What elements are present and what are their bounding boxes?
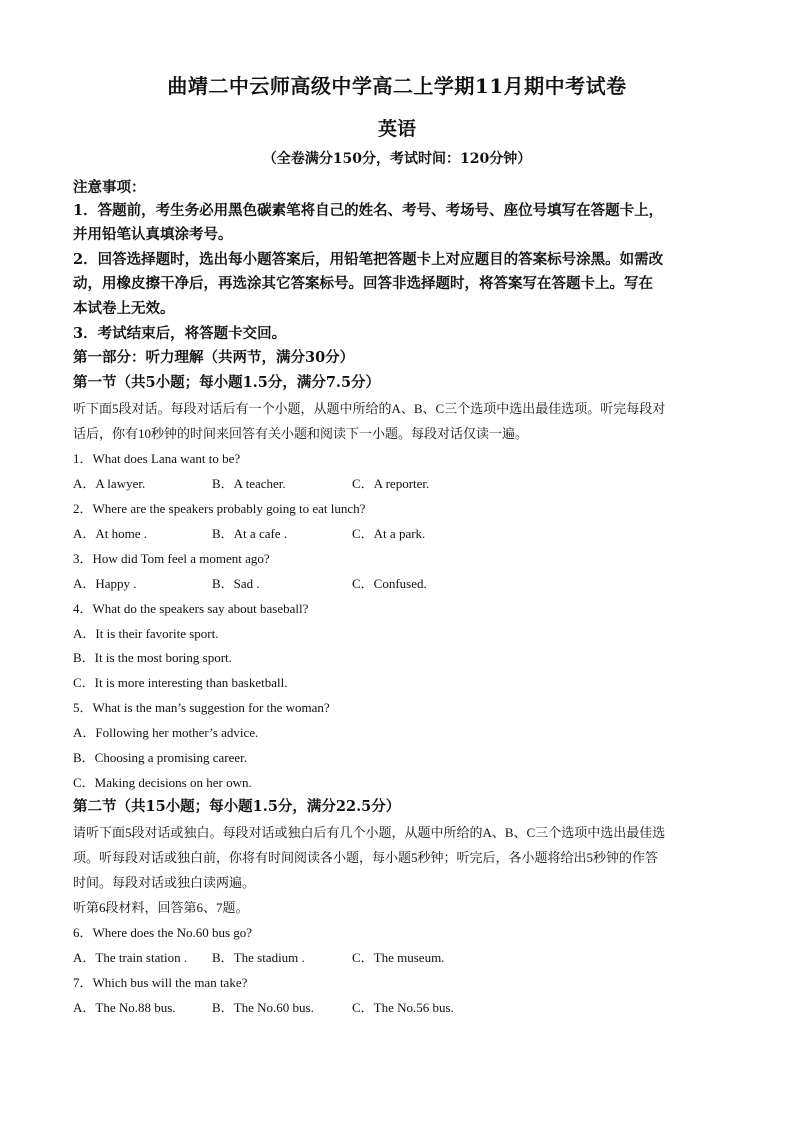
section2-instruction-b: 项。听每段对话或独白前，你将有时间阅读各小题，每小题5秒钟；听完后，各小题将给出5秒钟的作答 (73, 850, 659, 865)
section1-heading: 第一节（共5小题；每小题1.5分，满分7.5分） (73, 374, 381, 391)
question-3-option-b: B．Sad . (212, 576, 260, 591)
question-2-option-a: A．At home . (73, 526, 148, 541)
exam-subject: 英语 (377, 118, 416, 140)
question-3-option-c: C．Confused. (352, 576, 427, 591)
note-item-2b: 动，用橡皮擦干净后，再选涂其它答案标号。回答非选择题时，将答案写在答题卡上。写在 (73, 275, 653, 292)
note-item-1a: 1．答题前，考生务必用黑色碳素笔将自己的姓名、考号、考场号、座位号填写在答题卡上， (73, 202, 664, 219)
exam-title: 曲靖二中云师高级中学高二上学期11月期中考试卷 (167, 74, 627, 98)
question-1-stem: 1．What does Lana want to be? (73, 451, 241, 466)
question-4-stem: 4．What do the speakers say about baseball? (73, 601, 309, 616)
note-item-3: 3．考试结束后，将答题卡交回。 (73, 325, 287, 342)
question-7-stem: 7．Which bus will the man take? (73, 975, 248, 990)
question-7-option-a: A．The No.88 bus. (73, 1000, 176, 1015)
question-3-stem: 3．How did Tom feel a moment ago? (73, 551, 270, 566)
question-3-option-a: A．Happy . (73, 576, 137, 591)
question-6-option-c: C．The museum. (352, 950, 445, 965)
question-2-option-b: B．At a cafe . (212, 526, 288, 541)
question-4-option-c: C．It is more interesting than basketball. (73, 675, 288, 690)
question-5-option-a: A．Following her mother’s advice. (73, 725, 259, 740)
note-item-2c: 本试卷上无效。 (73, 300, 175, 317)
section2-instruction-c: 时间。每段对话或独白读两遍。 (73, 875, 256, 890)
question-4-option-b: B．It is the most boring sport. (73, 650, 232, 665)
note-item-2a: 2．回答选择题时，选出每小题答案后，用铅笔把答题卡上对应题目的答案标号涂黑。如需改 (73, 251, 664, 268)
question-1-option-b: B．A teacher. (212, 476, 286, 491)
section2-instruction-a: 请听下面5段对话或独白。每段对话或独白后有几个小题，从题中所给的A、B、C三个选项中选出最佳选 (73, 825, 666, 840)
question-2-option-c: C．At a park. (352, 526, 426, 541)
question-1-option-c: C．A reporter. (352, 476, 430, 491)
listen-6-instruction: 听第6段材料，回答第6、7题。 (73, 900, 249, 915)
question-5-option-b: B．Choosing a promising career. (73, 750, 248, 765)
score-info: （全卷满分150分，考试时间：120分钟） (262, 151, 532, 167)
question-6-option-b: B．The stadium . (212, 950, 305, 965)
note-item-1b: 并用铅笔认真填涂考号。 (73, 226, 233, 243)
question-7-option-b: B．The No.60 bus. (212, 1000, 314, 1015)
question-6-stem: 6．Where does the No.60 bus go? (73, 925, 253, 940)
question-5-option-c: C．Making decisions on her own. (73, 775, 252, 790)
section1-instruction-a: 听下面5段对话。每段对话后有一个小题，从题中所给的A、B、C三个选项中选出最佳选项。听完每段对 (73, 401, 666, 416)
question-2-stem: 2．Where are the speakers probably going to eat lunch? (73, 501, 366, 516)
question-6-option-a: A．The train station . (73, 950, 188, 965)
section2-heading: 第二节（共15小题；每小题1.5分，满分22.5分） (73, 798, 401, 815)
question-5-stem: 5．What is the man’s suggestion for the woman? (73, 700, 330, 715)
question-4-option-a: A．It is their favorite sport. (73, 626, 219, 641)
notes-heading: 注意事项： (73, 179, 146, 196)
question-1-option-a: A．A lawyer. (73, 476, 146, 491)
section1-instruction-b: 话后，你有10秒钟的时间来回答有关小题和阅读下一小题。每段对话仅读一遍。 (73, 426, 529, 441)
question-7-option-c: C．The No.56 bus. (352, 1000, 454, 1015)
part1-heading: 第一部分：听力理解（共两节，满分30分） (73, 349, 355, 366)
